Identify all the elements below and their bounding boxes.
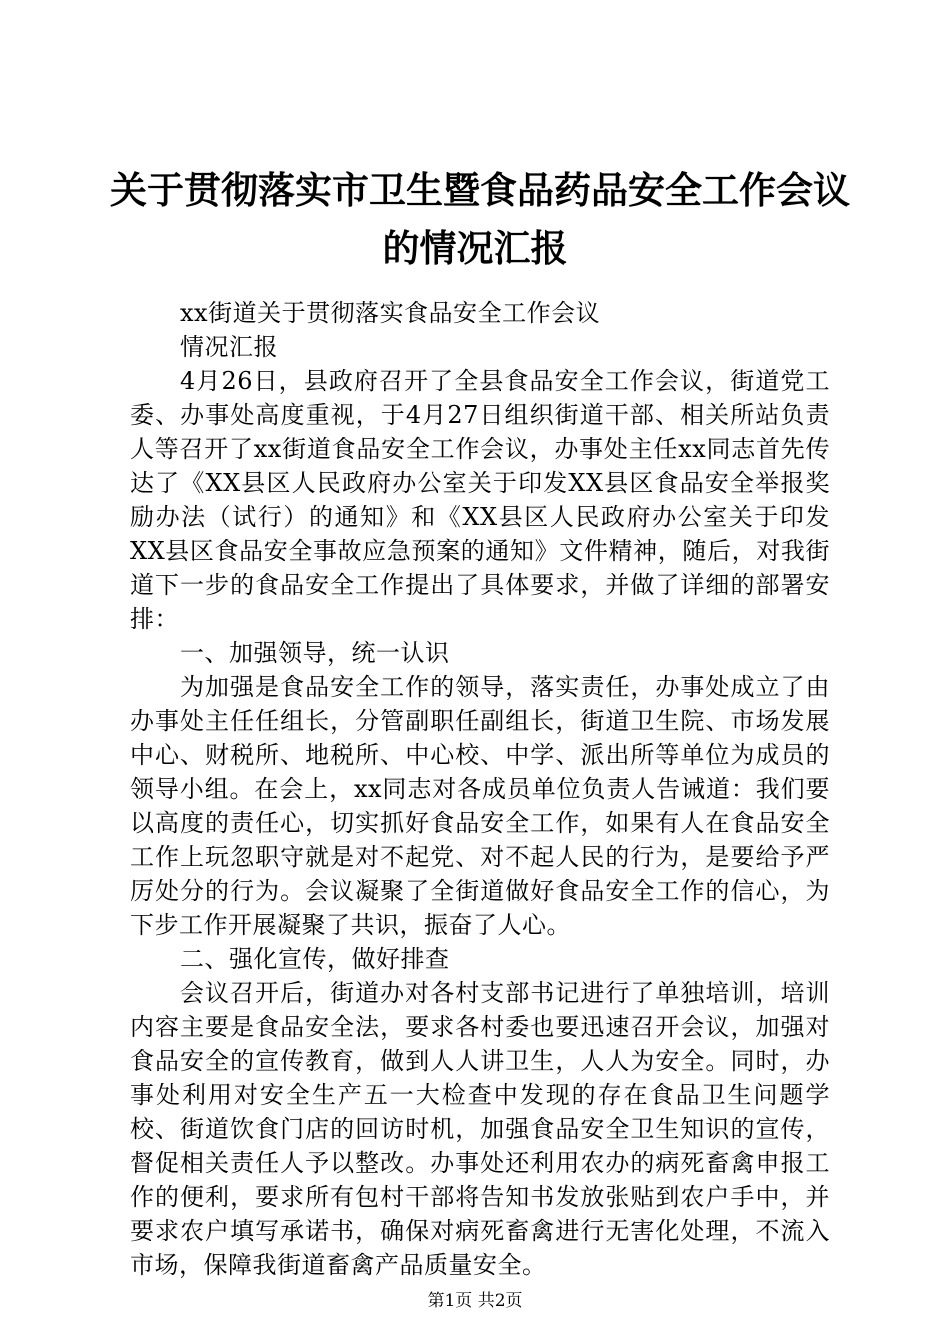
page-number-footer: 第1页 共2页 <box>427 1291 523 1311</box>
document-body <box>130 296 830 1282</box>
section-heading-2: 二、强化宣传，做好排查 <box>180 945 450 973</box>
section-paragraph-2: 会议召开后，街道办对各村支部书记进行了单独培训，培训内容主要是食品安全法，要求各村委也要迅速召开会议，加强对食品安全的宣传教育，做到人人讲卫生，人人为安全。同时，办事处利用对安全生产五一大检查中发现的存在食品卫生问题学校、街道饮食门店的回访时机，加强食品安全卫生知识的宣传，督促相关责任人予以整改。办事处还利用农办的病死畜禽申报工作的便利，要求所有包村干部将告知书发放张贴到农户手中，并要求农户填写承诺书，确保对病死畜禽进行无害化处理，不流入市场，保障我街道畜禽产品质量安全。 <box>130 979 830 1279</box>
intro-paragraph: 4月26日，县政府召开了全县食品安全工作会议，街道党工委、办事处高度重视，于4月27日组织街道干部、相关所站负责人等召开了xx街道食品安全工作会议，办事处主任xx同志首先传达了《XX县区人民政府办公室关于印发XX县区食品安全举报奖励办法（试行）的通知》和《XX县区人民政府办公室关于印发XX县区食品安全事故应急预案的通知》文件精神，随后，对我街道下一步的食品安全工作提出了具体要求，并做了详细的部署安排： <box>130 367 830 633</box>
subtitle-line-2: 情况汇报 <box>180 333 278 361</box>
document-title-line-2: 的情况汇报 <box>382 226 568 270</box>
subtitle-line-1: xx街道关于贯彻落实食品安全工作会议 <box>180 299 601 327</box>
section-paragraph-1: 为加强是食品安全工作的领导，落实责任，办事处成立了由办事处主任任组长，分管副职任副组长，街道卫生院、市场发展中心、财税所、地税所、中心校、中学、派出所等单位为成员的领导小组。在会上，xx同志对各成员单位负责人告诫道：我们要以高度的责任心，切实抓好食品安全工作，如果有人在食品安全工作上玩忽职守就是对不起党、对不起人民的行为，是要给予严厉处分的行为。会议凝聚了全街道做好食品安全工作的信心，为下步工作开展凝聚了共识，振奋了人心。 <box>130 673 830 939</box>
section-heading-1: 一、加强领导，统一认识 <box>180 639 450 667</box>
document-title-line-1: 关于贯彻落实市卫生暨食品药品安全工作会议 <box>110 168 850 212</box>
